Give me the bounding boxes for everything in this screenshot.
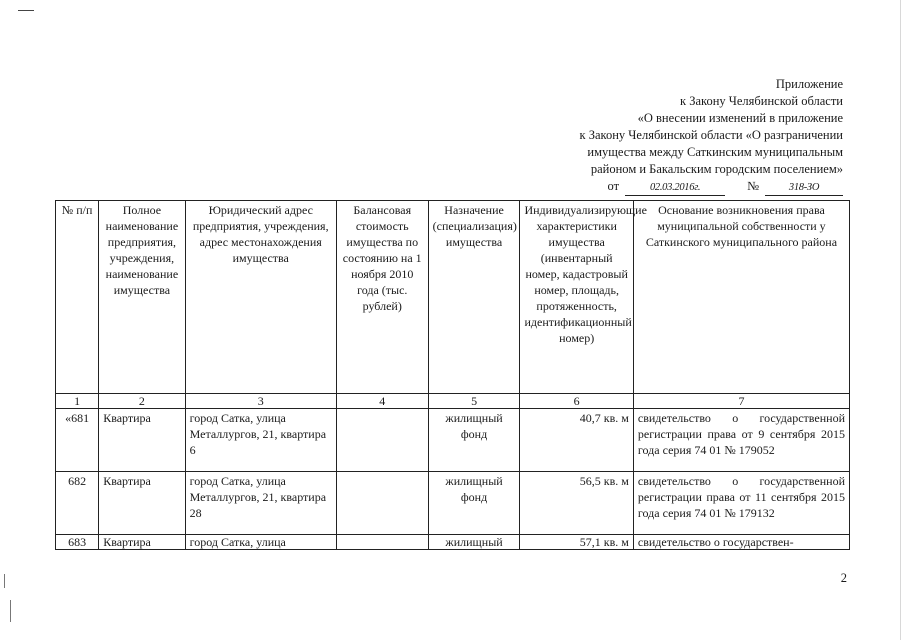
basis-cell: свидетельство о государствен- — [633, 535, 849, 550]
name-cell: Квартира — [99, 472, 185, 535]
column-header: № п/п — [56, 201, 99, 394]
name-cell: Квартира — [99, 409, 185, 472]
header-line: районом и Бакальским городским поселением» — [590, 162, 843, 176]
law-number-field: 318-ЗО — [765, 181, 843, 196]
property-register-table — [55, 200, 850, 550]
basis-cell: свидетельство о государственной регистрации права от 9 сентября 2015 года серия 74 01 № 179052 — [633, 409, 849, 472]
row-number-cell: 683 — [56, 535, 99, 550]
basis-cell: свидетельство о государственной регистрации права от 11 сентября 2015 года серия 74 01 № 179132 — [633, 472, 849, 535]
table-row — [56, 535, 850, 550]
column-number: 1 — [56, 394, 99, 409]
characteristics-cell: 56,5 кв. м — [520, 472, 633, 535]
column-header: Основание возникновения права муниципальной собственности у Саткинского муниципального района — [633, 201, 849, 394]
row-number-cell: «681 — [56, 409, 99, 472]
table-row — [56, 409, 850, 472]
column-number-row — [56, 394, 850, 409]
header-line: «О внесении изменений в приложение — [637, 111, 843, 125]
value-cell — [336, 472, 428, 535]
purpose-cell: жилищный фонд — [428, 409, 520, 472]
address-cell: город Сатка, улица — [185, 535, 336, 550]
column-number: 7 — [633, 394, 849, 409]
characteristics-cell: 40,7 кв. м — [520, 409, 633, 472]
column-number: 3 — [185, 394, 336, 409]
column-header: Назначение (специализация) имущества — [428, 201, 520, 394]
appendix-header — [483, 76, 843, 196]
scan-margin-mark — [4, 574, 5, 588]
row-number-cell: 682 — [56, 472, 99, 535]
header-line: к Закону Челябинской области «О разграничении — [579, 128, 843, 142]
purpose-cell: жилищный фонд — [428, 472, 520, 535]
value-cell — [336, 409, 428, 472]
table-header-row — [56, 201, 850, 394]
table-row — [56, 472, 850, 535]
header-line: Приложение — [775, 77, 843, 91]
column-number: 5 — [428, 394, 520, 409]
law-date-number-row — [483, 178, 843, 196]
column-number: 2 — [99, 394, 185, 409]
column-header: Юридический адрес предприятия, учреждения, адрес местонахождения имущества — [185, 201, 336, 394]
law-date-field: 02.03.2016г. — [625, 181, 725, 196]
number-label: № — [747, 179, 759, 193]
scan-margin-mark — [10, 600, 11, 622]
characteristics-cell: 57,1 кв. м — [520, 535, 633, 550]
column-number: 4 — [336, 394, 428, 409]
column-header: Индивидуализирующие характеристики имущества (инвентарный номер, кадастровый номер, площадь, протяженность, идентификационный номер) — [520, 201, 633, 394]
scan-corner-mark — [18, 10, 34, 11]
page-number: 2 — [840, 571, 847, 585]
value-cell — [336, 535, 428, 550]
from-label: от — [607, 179, 620, 193]
column-header: Балансовая стоимость имущества по состоянию на 1 ноября 2010 года (тыс. рублей) — [336, 201, 428, 394]
address-cell: город Сатка, улица Металлургов, 21, квартира 28 — [185, 472, 336, 535]
header-line: к Закону Челябинской области — [680, 94, 843, 108]
header-line: имущества между Саткинским муниципальным — [587, 145, 843, 159]
name-cell: Квартира — [99, 535, 185, 550]
address-cell: город Сатка, улица Металлургов, 21, квартира 6 — [185, 409, 336, 472]
purpose-cell: жилищный — [428, 535, 520, 550]
scan-edge-line — [900, 0, 901, 640]
column-number: 6 — [520, 394, 633, 409]
column-header: Полное наименование предприятия, учреждения, наименование имущества — [99, 201, 185, 394]
